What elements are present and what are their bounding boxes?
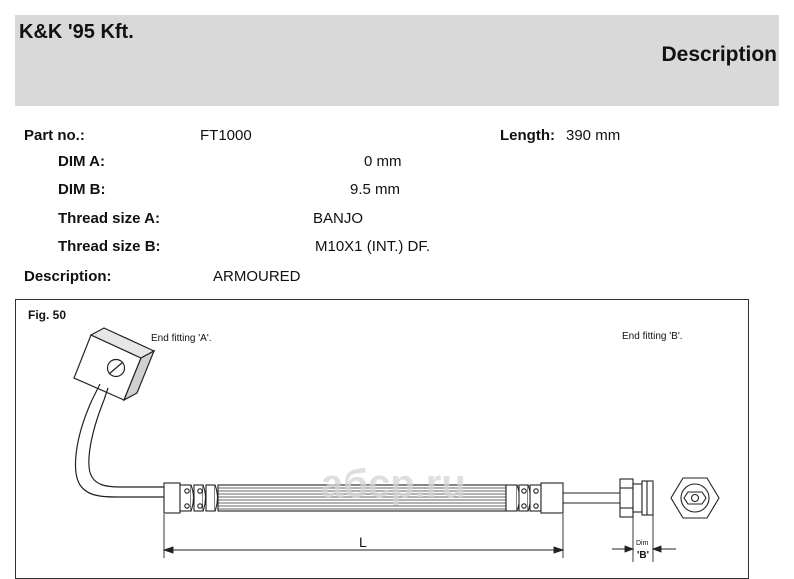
pipe-to-fitting-b <box>563 493 620 503</box>
end-fitting-b-hex <box>671 478 719 518</box>
thread-b-label: Thread size B: <box>58 238 161 255</box>
figure-frame <box>15 299 749 579</box>
brake-hose-drawing <box>16 300 748 566</box>
dim-b-label: DIM B: <box>58 181 106 198</box>
dim-a-label: DIM A: <box>58 153 105 170</box>
company-name: K&K '95 Kft. <box>19 21 134 43</box>
left-crimp <box>164 483 218 513</box>
description-label: Description: <box>24 268 112 285</box>
part-no-value: FT1000 <box>200 127 252 144</box>
banjo-fitting <box>74 328 154 400</box>
dim-b-marker: 'B' <box>637 550 649 561</box>
dim-marker: Dim <box>636 540 649 547</box>
header-bar <box>15 15 779 106</box>
length-marker: L <box>359 534 367 550</box>
page-title: Description <box>661 43 777 66</box>
thread-a-label: Thread size A: <box>58 210 160 227</box>
thread-b-value: M10X1 (INT.) DF. <box>315 238 431 255</box>
length-value: 390 mm <box>566 127 621 144</box>
part-no-label: Part no.: <box>24 127 85 144</box>
end-fitting-a-label: End fitting 'A'. <box>151 333 212 344</box>
description-value: ARMOURED <box>213 268 301 285</box>
dim-b-value: 9.5 mm <box>350 181 401 198</box>
right-crimp <box>506 483 563 513</box>
thread-a-value: BANJO <box>313 210 364 227</box>
watermark-text: aбcp.ru <box>321 462 466 506</box>
figure-label: Fig. 50 <box>28 308 67 322</box>
end-fitting-b-label: End fitting 'B'. <box>622 331 683 342</box>
length-label: Length: <box>500 127 555 144</box>
end-fitting-b-side <box>620 479 653 517</box>
dim-a-value: 0 mm <box>364 153 402 170</box>
bent-pipe <box>76 400 166 497</box>
